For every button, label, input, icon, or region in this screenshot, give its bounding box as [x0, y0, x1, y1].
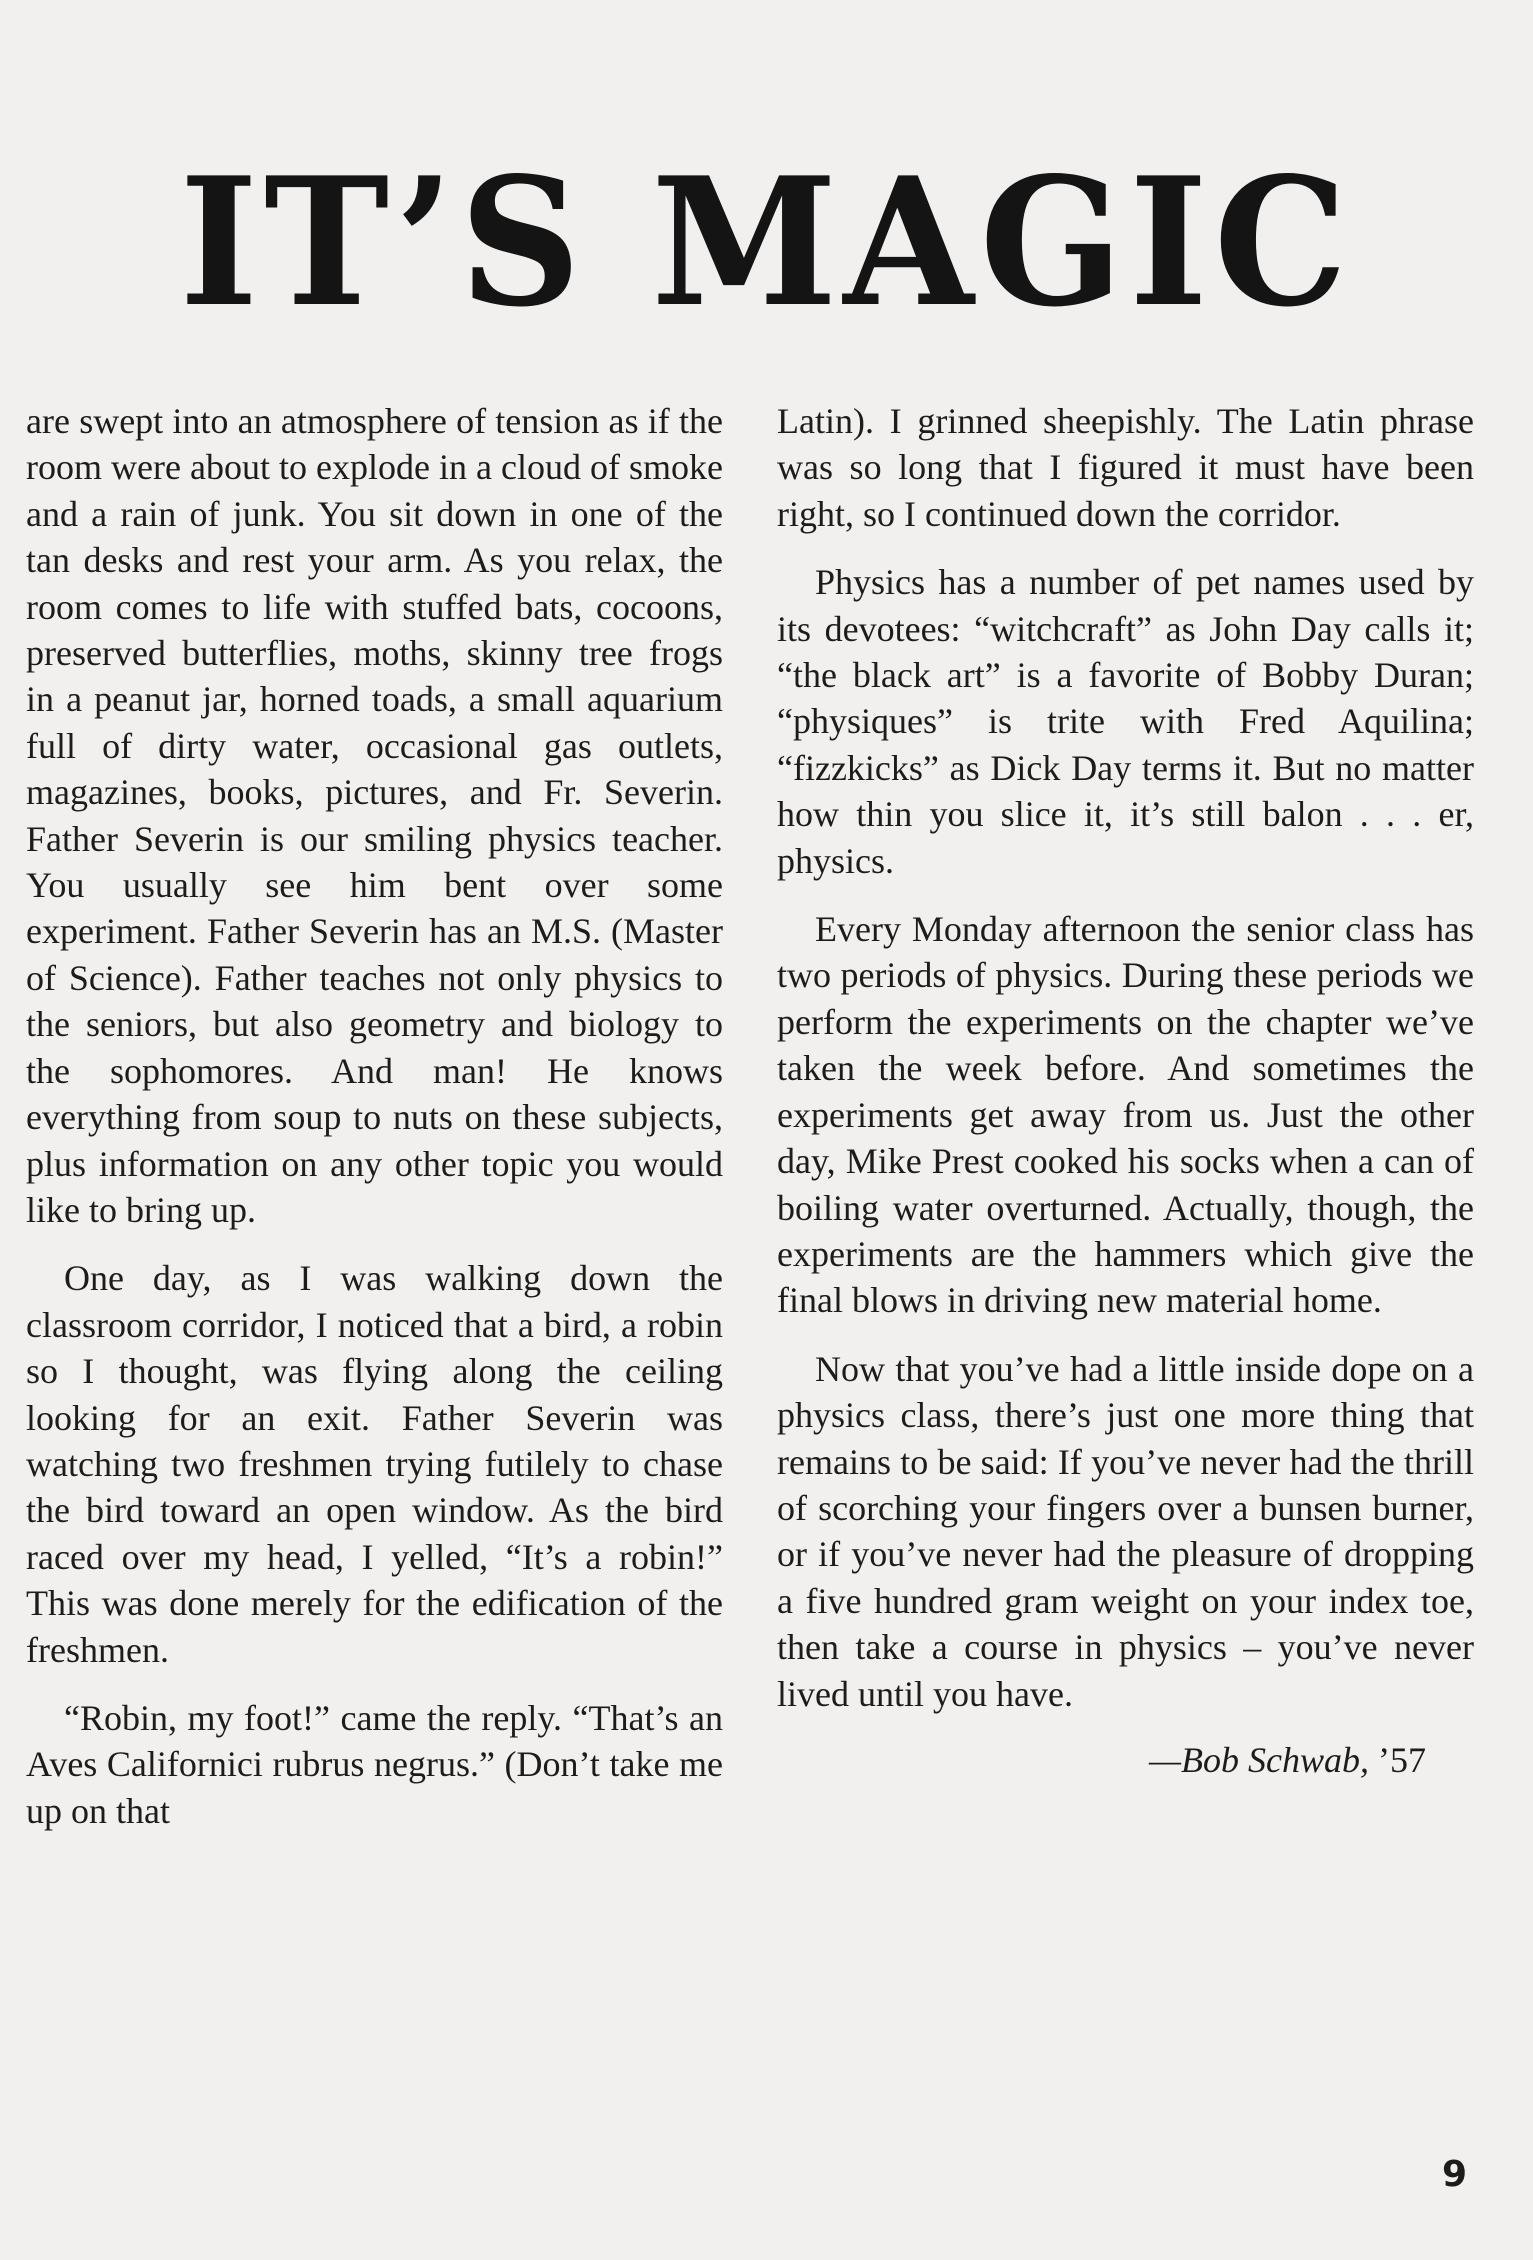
- left-column: [26, 398, 723, 1856]
- paragraph: Now that you’ve had a little inside dope on a physics class, there’s just one more thing that remains to be said: If you’ve never had the thrill of scorching your fingers over a bunsen burner, or if you’ve never had the pleasure of dropping a five hundred gram weight on your index toe, then take a course in physics – you’ve never lived until you have.: [777, 1348, 1474, 1714]
- paragraph: One day, as I was walking down the classroom corridor, I noticed that a bird, a robin so I thought, was flying along the ceiling looking for an exit. Father Severin was watching two freshmen trying futilely to chase the bird toward an open window. As the bird raced over my head, I yelled, “It’s a robin!” This was done merely for the edification of the freshmen.: [26, 1258, 723, 1670]
- paragraph: Physics has a number of pet names used by its devotees: “witchcraft” as John Day calls it; “the black art” is a favorite of Bobby Duran; “physiques” is trite with Fred Aquilina; “fizzkicks” as Dick Day terms it. But no matter how thin you slice it, it’s still balon . . . er, physics.: [777, 562, 1474, 881]
- page-number: 9: [1441, 2154, 1467, 2195]
- article-body: [26, 398, 1474, 1856]
- right-column: [777, 398, 1474, 1856]
- paragraph: Latin). I grinned sheepishly. The Latin phrase was so long that I figured it must have been right, so I continued down the corridor.: [777, 401, 1474, 534]
- author-year: ’57: [1369, 1739, 1426, 1780]
- author-name: —Bob Schwab,: [1149, 1739, 1369, 1780]
- paragraph: “Robin, my foot!” came the reply. “That’s an Aves Californici rubrus negrus.” (Don’t take me up on that: [26, 1697, 723, 1831]
- article-title: IT’S MAGIC: [179, 138, 1354, 346]
- paragraph: are swept into an atmosphere of tension as if the room were about to explode in a cloud of smoke and a rain of junk. You sit down in one of the tan desks and rest your arm. As you relax, the room comes to life with stuffed bats, cocoons, preserved butterflies, moths, skinny tree frogs in a peanut jar, horned toads, a small aquarium full of dirty water, occasional gas outlets, magazines, books, pictures, and Fr. Severin. Father Severin is our smiling physics teacher. You usually see him bent over some experiment. Father Severin has an M.S. (Master of Science). Father teaches not only physics to the seniors, but also geometry and biology to the sophomores. And man! He knows everything from soup to nuts on these subjects, plus information on any other topic you would like to bring up.: [26, 401, 723, 1230]
- author-signature: [777, 1737, 1474, 1783]
- paragraph: Every Monday afternoon the senior class has two periods of physics. During these periods we perform the experiments on the chapter we’ve taken the week before. And sometimes the experiments get away from us. Just the other day, Mike Prest cooked his socks when a can of boiling water overturned. Actually, though, the experiments are the hammers which give the final blows in driving new material home.: [777, 909, 1474, 1321]
